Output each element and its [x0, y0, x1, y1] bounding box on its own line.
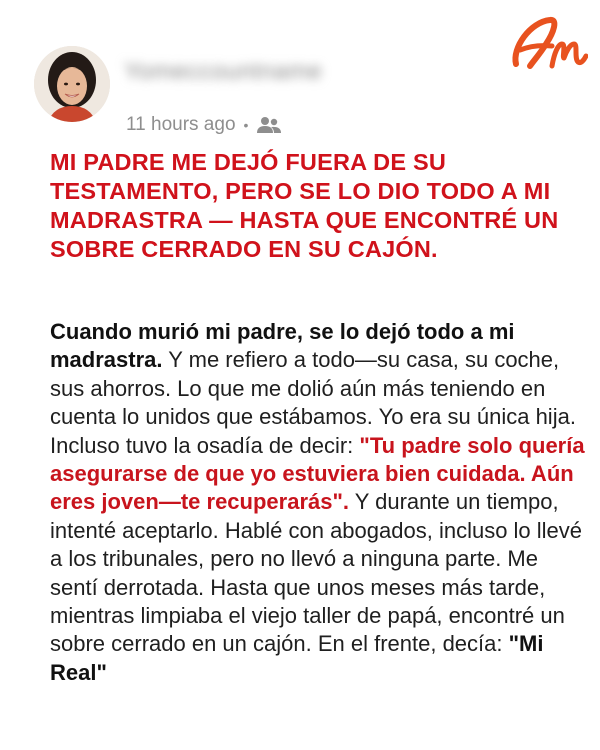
separator-dot: •: [243, 117, 249, 133]
post-meta: [126, 114, 282, 136]
headline: MI PADRE ME DEJÓ FUERA DE SU TESTAMENTO, PERO SE LO DIO TODO A MI MADRASTRA — HASTA QUE ENCONTRÉ UN SOBRE CERRADO EN SU CAJÓN.: [50, 149, 559, 262]
friends-icon[interactable]: [256, 115, 282, 135]
story-part-1: Y me refiero a todo—su casa, su coche, sus ahorros. Lo que me dolió aún más teniendo en cuenta lo unidos que estábamos. Yo era su única hija. Incluso tuvo la osadía de decir:: [50, 347, 576, 458]
username[interactable]: Yomeccountname: [124, 58, 323, 85]
story-lead: Cuando murió mi padre, se lo dejó todo a mi madrastra.: [50, 319, 515, 373]
avatar[interactable]: [34, 46, 110, 122]
post-header: [0, 0, 600, 145]
avatar-photo: [34, 46, 110, 122]
envelope-label: "Mi Real": [50, 631, 544, 685]
timestamp[interactable]: 11 hours ago: [126, 114, 236, 135]
story-part-2: Y durante un tiempo, intenté aceptarlo. Hablé con abogados, incluso lo llevé a los tribunales, pero no llevó a ninguna parte. Me sentí derrotada. Hasta que unos meses más tarde, mientras limpiaba el viejo taller de papá, encontré un sobre cerrado en un cajón. En el frente, decía:: [50, 489, 583, 657]
amomama-logo: [508, 14, 588, 76]
story-text: [50, 318, 590, 687]
stepmother-quote: "Tu padre solo quería asegurarse de que yo estuviera bien cuidada. Aún eres joven—te recuperarás".: [50, 432, 585, 515]
